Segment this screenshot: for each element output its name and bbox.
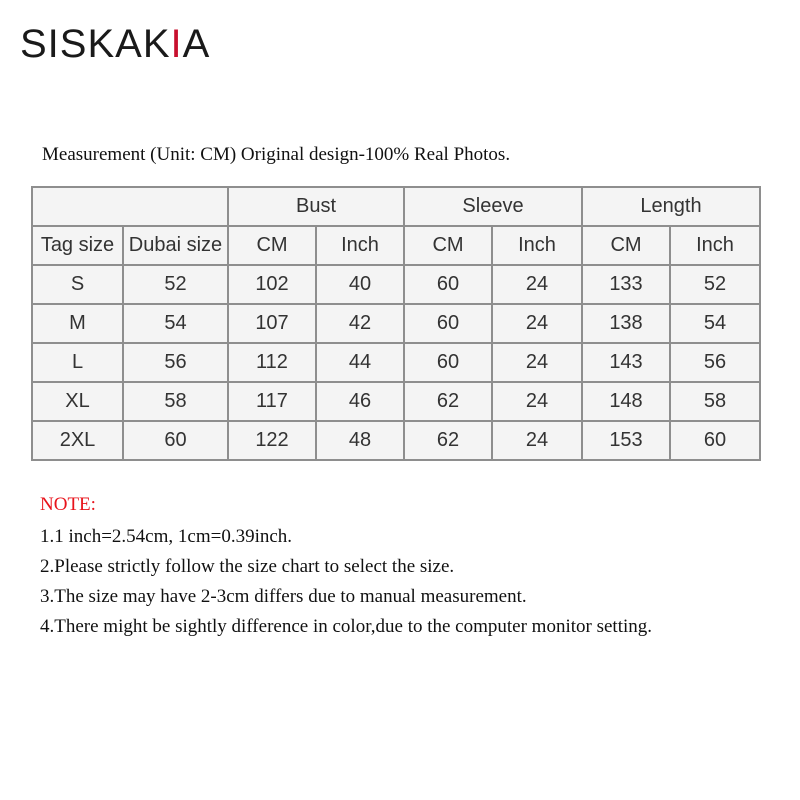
column-header: CM [582,226,670,265]
column-header: CM [404,226,492,265]
brand-logo [20,22,210,66]
table-cell: 52 [123,265,228,304]
table-cell: 24 [492,304,582,343]
table-row [32,343,760,382]
table-cell: 60 [404,304,492,343]
logo-text-part1: SISKAK [20,22,171,66]
table-cell: 24 [492,421,582,460]
table-cell: 40 [316,265,404,304]
column-header: Inch [670,226,760,265]
table-cell: 24 [492,382,582,421]
measurement-subtitle: Measurement (Unit: CM) Original design-100% Real Photos. [42,144,511,165]
table-cell: 58 [670,382,760,421]
note-line: 3.The size may have 2-3cm differs due to manual measurement. [40,586,527,607]
table-cell: 122 [228,421,316,460]
table-cell: 60 [670,421,760,460]
table-cell: 148 [582,382,670,421]
table-cell: 60 [404,265,492,304]
table-row [32,265,760,304]
table-cell: M [32,304,123,343]
group-header-length: Length [582,187,760,226]
table-cell: 24 [492,343,582,382]
group-header-sleeve: Sleeve [404,187,582,226]
table-cell: 62 [404,382,492,421]
logo-text-part3: A [182,22,211,66]
table-cell: 42 [316,304,404,343]
column-header: Dubai size [123,226,228,265]
note-line: 1.1 inch=2.54cm, 1cm=0.39inch. [40,526,293,547]
table-cell: 107 [228,304,316,343]
table-cell: 60 [123,421,228,460]
note-line: 2.Please strictly follow the size chart to select the size. [40,556,455,577]
table-cell: 2XL [32,421,123,460]
table-cell: L [32,343,123,382]
table-cell: 46 [316,382,404,421]
table-cell: 54 [670,304,760,343]
table-row [32,304,760,343]
table-cell: 56 [123,343,228,382]
column-header: CM [228,226,316,265]
table-cell: 62 [404,421,492,460]
note-line: 4.There might be sightly difference in color,due to the computer monitor setting. [40,616,653,637]
table-cell: 24 [492,265,582,304]
table-cell: 112 [228,343,316,382]
column-header: Tag size [32,226,123,265]
table-cell: 143 [582,343,670,382]
table-row [32,382,760,421]
group-header-bust: Bust [228,187,404,226]
table-cell: 54 [123,304,228,343]
table-cell: S [32,265,123,304]
table-cell: 138 [582,304,670,343]
column-header: Inch [492,226,582,265]
table-cell: 52 [670,265,760,304]
logo-text-accent: I [170,22,183,66]
table-cell: 133 [582,265,670,304]
table-cell: 153 [582,421,670,460]
table-cell: 60 [404,343,492,382]
column-header-row [32,226,760,265]
table-row [32,421,760,460]
notes-section [40,494,652,646]
table-cell: 58 [123,382,228,421]
table-cell: 48 [316,421,404,460]
table-cell: XL [32,382,123,421]
table-cell: 117 [228,382,316,421]
size-chart-table [31,186,761,461]
column-header: Inch [316,226,404,265]
group-header-row [32,187,760,226]
note-title: NOTE: [40,494,96,515]
table-cell: 56 [670,343,760,382]
table-cell: 44 [316,343,404,382]
table-cell: 102 [228,265,316,304]
group-header-blank [32,187,228,226]
